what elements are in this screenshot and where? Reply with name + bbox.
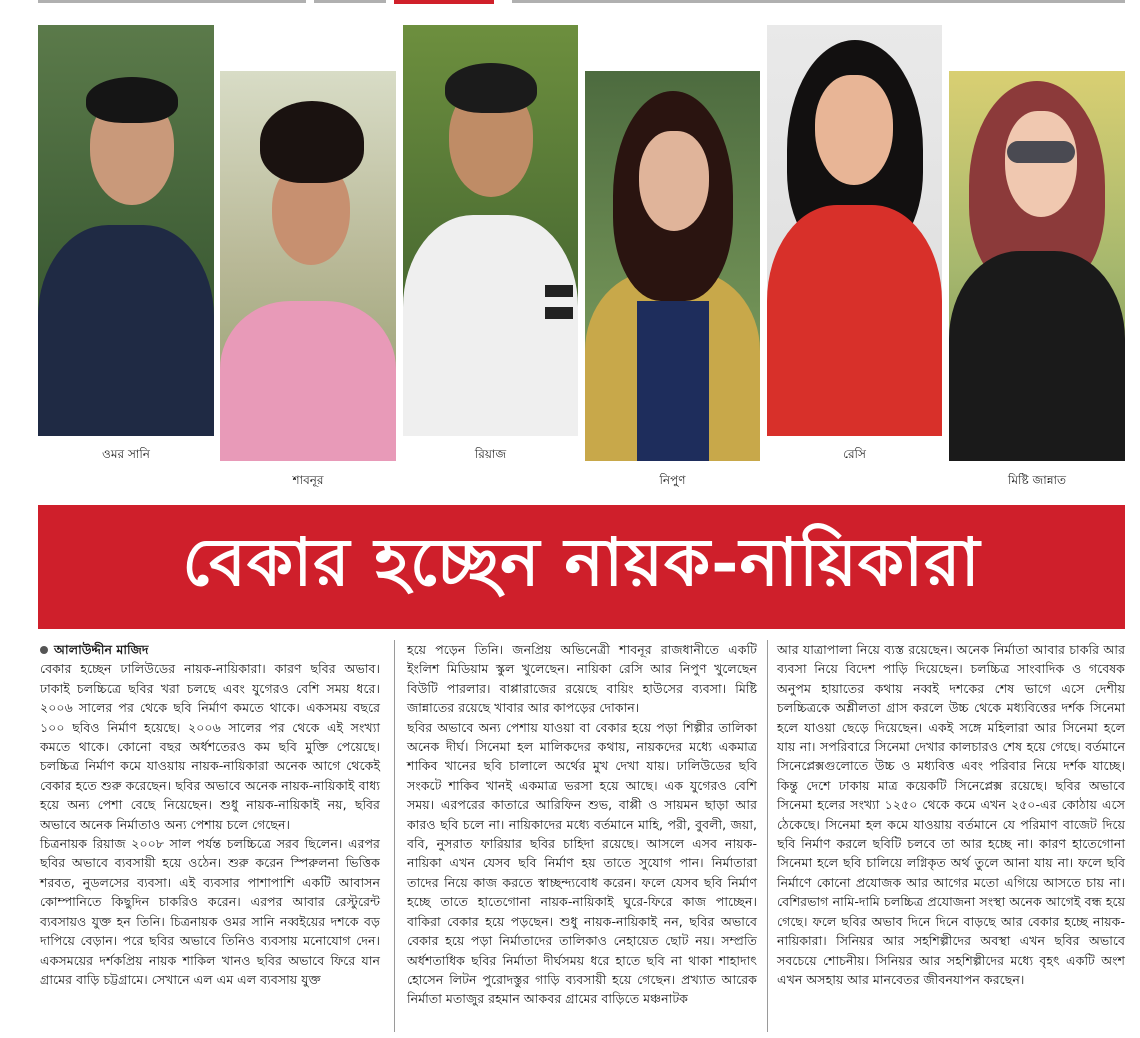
headline-banner xyxy=(38,505,1125,629)
photo-resi xyxy=(767,25,942,436)
article-column-3 xyxy=(777,640,1125,989)
paragraph: ছবির অভাবে অন্য পেশায় যাওয়া বা বেকার হয়ে পড়া শিল্পীর তালিকা অনেক দীর্ঘ। সিনেমা হল মালিকদের কথায়, নায়কদের মধ্যে একমাত্র শাকিব খানের ছবি চালালে অর্থের মুখ দেখা যায়। ঢালিউডের ছবি সংকটে শাকিব খানই একমাত্র ভরসা হয়ে আছে। এক যুগেরও বেশি সময়। এরপরের কাতারে আরিফিন শুভ, বাপ্পী ও সায়মন ছাড়া আর কারও ছবি চলে না। নায়িকাদের মধ্যে বর্তমানে মাহি, পরী, বুবলী, জয়া, ববি, নুসরাত ফারিয়ার ছবির চাহিদা রয়েছে। আসলে এসব নায়ক-নায়িকা এখন যেসব ছবি নির্মাণ হয় তাতে সুযোগ পান। নির্মাতারা তাদের নিয়ে কাজ করতে স্বাচ্ছন্দ্যবোধ করেন। ফলে যেসব ছবি নির্মাণ হচ্ছে তাতে হাতেগোনা নায়ক-নায়িকাই ঘুরে-ফিরে কাজ পাচ্ছেন। বাকিরা বেকার হয়ে পড়ছেন। শুধু নায়ক-নায়িকাই নন, ছবির অভাবে বেকার হয়ে পড়া নির্মাতাদের তালিকাও নেহায়েত ছোট নয়। সম্প্রতি অর্ধশতাধিক ছবির নির্মাতা দীর্ঘসময় ধরে হাতে ছবি না থাকা শাহাদাৎ হোসেন লিটন পুরোদস্তুর গাড়ি ব্যবসায়ী হয়ে গেছেন। প্রখ্যাত আরেক নির্মাতা মতাজুর রহমান আকবর গ্রামের বাড়িতে মঞ্চনাটক xyxy=(407,719,757,1007)
paragraph: বেকার হচ্ছেন ঢালিউডের নায়ক-নায়িকারা। কারণ ছবির অভাব। ঢাকাই চলচ্চিত্রে ছবির খরা চলছে এবং যুগেরও বেশি সময় ধরে। ২০০৬ সালের পর থেকে ছবি নির্মাণ কমতে থাকে। একসময় বছরে ১০০ ছবিও নির্মাণ হয়েছে। ২০০৬ সালের পর থেকে এই সংখ্যা কমতে থাকে। কোনো বছর অর্ধশতেরও কম ছবি মুক্তি পেয়েছে। চলচ্চিত্র নির্মাণ কমে যাওয়ায় নায়ক-নায়িকারা অনেক আগে থেকেই বেকার হতে শুরু করেছেন। ছবির অভাবে অনেক নায়ক-নায়িকাই বাধ্য হয়ে অন্য পেশা বেছে নিয়েছেন। শুধু নায়ক-নায়িকাই নয়, ছবির অভাবে অনেক নির্মাতাও অন্য পেশায় চলে গেছেন। xyxy=(40,661,380,832)
photo-caption: মিষ্টি জান্নাত xyxy=(1007,473,1067,487)
photo-riaz xyxy=(403,25,578,436)
photo-caption: ওমর সানি xyxy=(102,447,150,461)
photo-shabnur xyxy=(220,71,396,461)
photo-caption: নিপুণ xyxy=(659,473,686,487)
article-column-2 xyxy=(407,640,757,1009)
top-rule-mid xyxy=(314,0,386,3)
paragraph: হয়ে পড়েন তিনি। জনপ্রিয় অভিনেত্রী শাবনূর রাজধানীতে একটি ইংলিশ মিডিয়াম স্কুল খুলেছেন। নায়িকা রেসি আর নিপুণ খুলেছেন বিউটি পারলার। বাপ্পারাজের রয়েছে বায়িং হাউসের ব্যবসা। মিষ্টি জান্নাতের রয়েছে খাবার আর কাপড়ের দোকান। xyxy=(407,642,757,716)
byline-author: আলাউদ্দীন মাজিদ xyxy=(54,642,149,657)
bullet-icon xyxy=(40,646,48,654)
article-column-1 xyxy=(40,640,380,989)
paragraph: আর যাত্রাপালা নিয়ে ব্যস্ত রয়েছেন। অনেক নির্মাতা আবার চাকরি আর ব্যবসা নিয়ে বিদেশ পাড়ি দিয়েছেন। চলচ্চিত্র সাংবাদিক ও গবেষক অনুপম হায়াতের কথায় নব্বই দশকের শেষ ভাগে এসে দেশীয় চলচ্চিত্রকে অশ্লীলতা গ্রাস করলে উচ্চ থেকে মধ্যবিত্তের দর্শক সিনেমা হলে যাওয়া ছেড়ে দিয়েছেন। একই সঙ্গে মহিলারা আর সিনেমা হলে যায় না। সপরিবারে সিনেমা দেখার কালচারও শেষ হয়ে গেছে। বর্তমানে সিনেপ্লেক্সগুলোতে উচ্চ ও মধ্যবিত্ত এবং পরিবার নিয়ে দর্শক যাচ্ছে। কিন্তু দেশে ঢাকায় মাত্র কয়েকটি সিনেপ্লেক্স রয়েছে। ছবির অভাবে সিনেমা হলের সংখ্যা ১২৫০ থেকে কমে এখন ২৫০-এর কোঠায় এসে ঠেকেছে। সিনেমা হল কমে যাওয়ায় বর্তমানে যে পরিমাণ বাজেট দিয়ে ছবি নির্মাণ করলে ছবিটি চলবে তা আর হচ্ছে না। কারণ হাতেগোনা সিনেমা হলে ছবি চালিয়ে লগ্নিকৃত অর্থ তুলে আনা যায় না। ফলে ছবি নির্মাণে কোনো প্রযোজক আর আগের মতো এগিয়ে আসতে চায় না। বেশিরভাগ নামি-দামি চলচ্চিত্র প্রযোজনা সংস্থা অনেক আগেই বন্ধ হয়ে গেছে। ফলে ছবির অভাব দিনে দিনে বাড়ছে আর বেকার হচ্ছে নায়ক-নায়িকারা। সিনিয়র আর সহশিল্পীদের অবস্থা এখন ছবির অভাবে সবচেয়ে শোচনীয়। সিনিয়র আর সহশিল্পীদের মধ্যে বৃহৎ একটি অংশ এখন অসহায় আর মানবেতর জীবনযাপন করছেন। xyxy=(777,642,1125,987)
top-rule-right xyxy=(512,0,1125,3)
top-rule-left xyxy=(38,0,306,3)
photo-caption: রেসি xyxy=(843,447,866,461)
top-rule-accent xyxy=(394,0,494,4)
photo-omar-sani xyxy=(38,25,214,436)
photo-caption: শাবনূর xyxy=(292,473,324,487)
photo-nipun xyxy=(585,71,760,461)
headline: বেকার হচ্ছেন নায়ক-নায়িকারা xyxy=(182,523,981,601)
column-divider xyxy=(767,640,768,1032)
paragraph: চিত্রনায়ক রিয়াজ ২০০৮ সাল পর্যন্ত চলচ্চিত্রে সরব ছিলেন। এরপর ছবির অভাবে ব্যবসায়ী হয়ে ওঠেন। শুরু করেন স্পিরুলনা ভিত্তিক শরবত, নুডলসের ব্যবসা। এই ব্যবসার পাশাপাশি একটি আবাসন কোম্পানিতে কিছুদিন চাকরিও করেন। এরপর আবার রেস্টুরেন্ট ব্যবসায়ও যুক্ত হন তিনি। চিত্রনায়ক ওমর সানি নব্বইয়ের দশকে বড় দাপিয়ে বেড়ান। পরে ছবির অভাবে তিনিও ব্যবসায় মনোযোগ দেন। একসময়ের দর্শকপ্রিয় নায়ক শাকিল খানও ছবির অভাবে ফিরে যান গ্রামের বাড়ি চট্টগ্রামে। সেখানে এল এম এল ব্যবসায় যুক্ত xyxy=(40,836,380,987)
photo-mishti-jannat xyxy=(949,71,1125,461)
photo-caption: রিয়াজ xyxy=(474,447,507,461)
column-divider xyxy=(394,640,395,1032)
byline xyxy=(40,640,380,659)
